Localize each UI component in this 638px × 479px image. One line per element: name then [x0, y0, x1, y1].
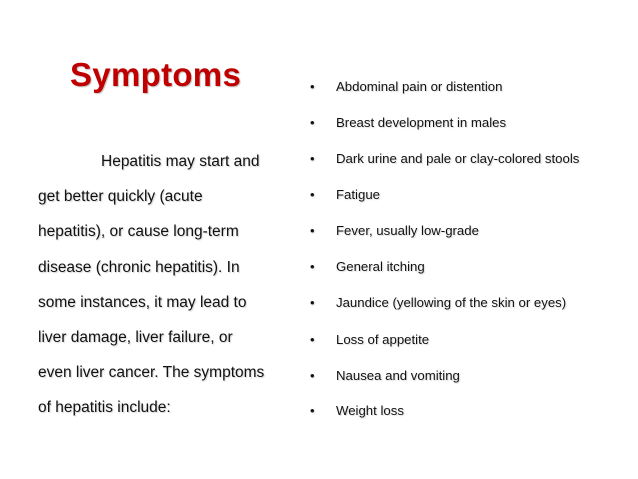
- symptom-item: [310, 223, 479, 239]
- symptom-text: Jaundice (yellowing of the skin or eyes): [336, 295, 567, 310]
- symptom-item: [310, 187, 380, 203]
- bullet-icon: •: [310, 403, 315, 418]
- bullet-icon: •: [310, 79, 315, 94]
- symptom-text: Breast development in males: [336, 115, 507, 130]
- symptom-item: [310, 115, 506, 131]
- symptom-item: [310, 151, 579, 167]
- symptom-text: Loss of appetite: [336, 332, 430, 347]
- paragraph-line: get better quickly (acute: [38, 188, 203, 206]
- symptom-item: [310, 259, 425, 275]
- symptom-text: Abdominal pain or distention: [336, 79, 503, 94]
- bullet-icon: •: [310, 259, 315, 274]
- symptom-item: [310, 403, 404, 419]
- paragraph-line: disease (chronic hepatitis). In: [38, 258, 240, 276]
- bullet-icon: •: [310, 332, 315, 347]
- paragraph-line: hepatitis), or cause long-term: [38, 223, 239, 241]
- symptom-item: [310, 79, 502, 95]
- bullet-icon: •: [310, 223, 315, 238]
- symptom-text: Nausea and vomiting: [336, 368, 460, 383]
- symptom-text: Fever, usually low-grade: [336, 223, 479, 238]
- symptom-text: Dark urine and pale or clay-colored stools: [336, 151, 580, 166]
- paragraph-line: even liver cancer. The symptoms: [38, 364, 265, 382]
- bullet-icon: •: [310, 115, 315, 130]
- symptom-text: Weight loss: [336, 403, 404, 418]
- slide-title: Symptoms: [70, 56, 242, 93]
- bullet-icon: •: [310, 368, 315, 383]
- paragraph-line: liver damage, liver failure, or: [38, 328, 233, 346]
- bullet-icon: •: [310, 151, 315, 166]
- paragraph-line: Hepatitis may start and: [101, 153, 260, 170]
- symptom-text: General itching: [336, 259, 425, 274]
- bullet-icon: •: [310, 187, 315, 202]
- symptom-item: [310, 295, 566, 311]
- paragraph-line: of hepatitis include:: [38, 399, 171, 417]
- symptom-text: Fatigue: [336, 187, 380, 202]
- intro-paragraph: [38, 144, 300, 426]
- paragraph-line: some instances, it may lead to: [38, 293, 247, 311]
- symptom-item: [310, 332, 429, 348]
- bullet-icon: •: [310, 295, 315, 310]
- symptom-item: [310, 368, 460, 384]
